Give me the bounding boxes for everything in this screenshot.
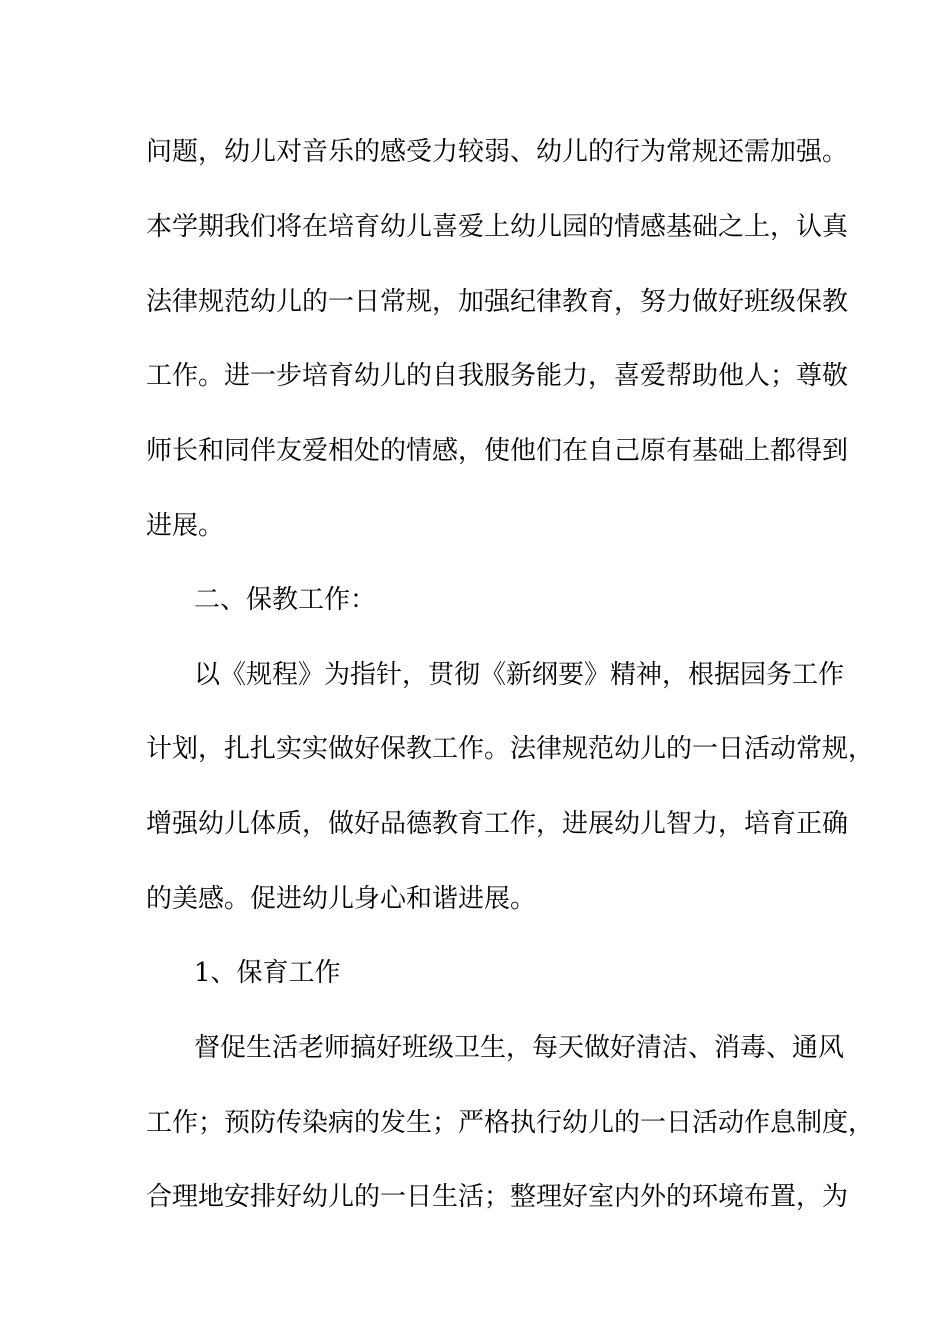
section-heading: 二、保教工作：: [194, 585, 377, 615]
text-line: 工作。进一步培育幼儿的自我服务能力，喜爱帮助他人；尊敬: [146, 361, 849, 391]
text-line: 问题，幼儿对音乐的感受力较弱、幼儿的行为常规还需加强。: [146, 137, 849, 167]
text-line: 增强幼儿体质，做好品德教育工作，进展幼儿智力，培育正确: [146, 809, 849, 839]
text-line: 工作；预防传染病的发生；严格执行幼儿的一日活动作息制度，: [146, 1108, 875, 1138]
text-line: 师长和同伴友爱相处的情感，使他们在自己原有基础上都得到: [146, 436, 849, 466]
text-line: 的美感。促进幼儿身心和谐进展。: [146, 884, 537, 914]
text-line: 督促生活老师搞好班级卫生，每天做好清洁、消毒、通风: [194, 1033, 845, 1063]
text-line: 进展。: [146, 511, 225, 541]
text-line: 合理地安排好幼儿的一日生活；整理好室内外的环境布置，为: [146, 1182, 849, 1212]
subsection-heading: 1、保育工作: [194, 958, 341, 988]
text-line: 计划，扎扎实实做好保教工作。法律规范幼儿的一日活动常规，: [146, 734, 875, 764]
text-line: 以《规程》为指针，贯彻《新纲要》精神，根据园务工作: [194, 660, 845, 690]
text-line: 法律规范幼儿的一日常规，加强纪律教育，努力做好班级保教: [146, 287, 849, 317]
text-line: 本学期我们将在培育幼儿喜爱上幼儿园的情感基础之上，认真: [146, 212, 849, 242]
